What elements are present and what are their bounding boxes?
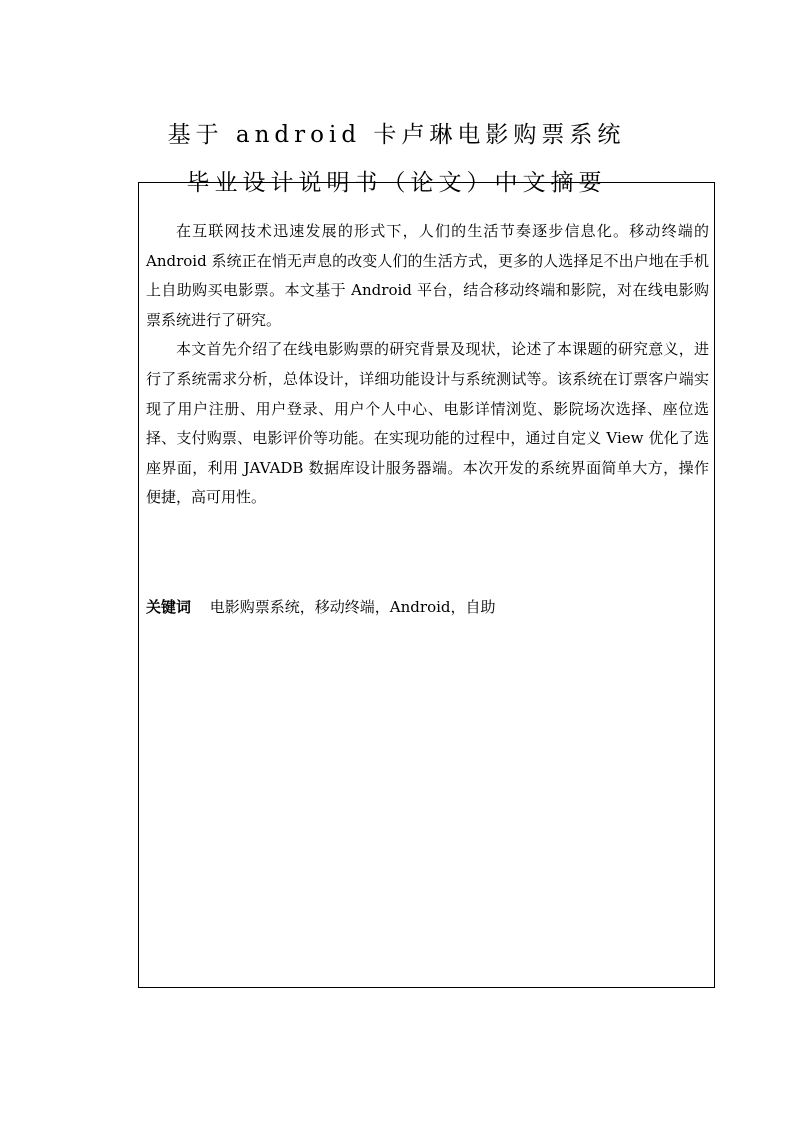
document-title: 基于 android 卡卢琳电影购票系统 [167,122,626,149]
keywords-value: 电影购票系统，移动终端，Android，自助 [209,598,496,616]
keywords-line [146,596,709,618]
document-subtitle: 毕业设计说明书（论文）中文摘要 [186,170,607,197]
abstract-paragraph-1: 在互联网技术迅速发展的形式下，人们的生活节奏逐步信息化。移动终端的Android 系统正在悄无声息的改变人们的生活方式，更多的人选择足不出户地在手机上自助购买电影票。本文基于 Android 平台，结合移动终端和影院，对在线电影购票系统进行了研究。 [146,222,709,329]
keywords-label: 关键词 [146,598,192,616]
abstract-body [146,217,709,513]
abstract-paragraph-2: 本文首先介绍了在线电影购票的研究背景及现状，论述了本课题的研究意义，进行了系统需求分析，总体设计，详细功能设计与系统测试等。该系统在订票客户端实现了用户注册、用户登录、用户个人中心、电影详情浏览、影院场次选择、座位选择、支付购票、电影评价等功能。在实现功能的过程中，通过自定义 View 优化了选座界面，利用 JAVADB 数据库设计服务器端。本次开发的系统界面简单大方，操作便捷，高可用性。 [146,340,709,507]
abstract-frame [138,182,715,988]
